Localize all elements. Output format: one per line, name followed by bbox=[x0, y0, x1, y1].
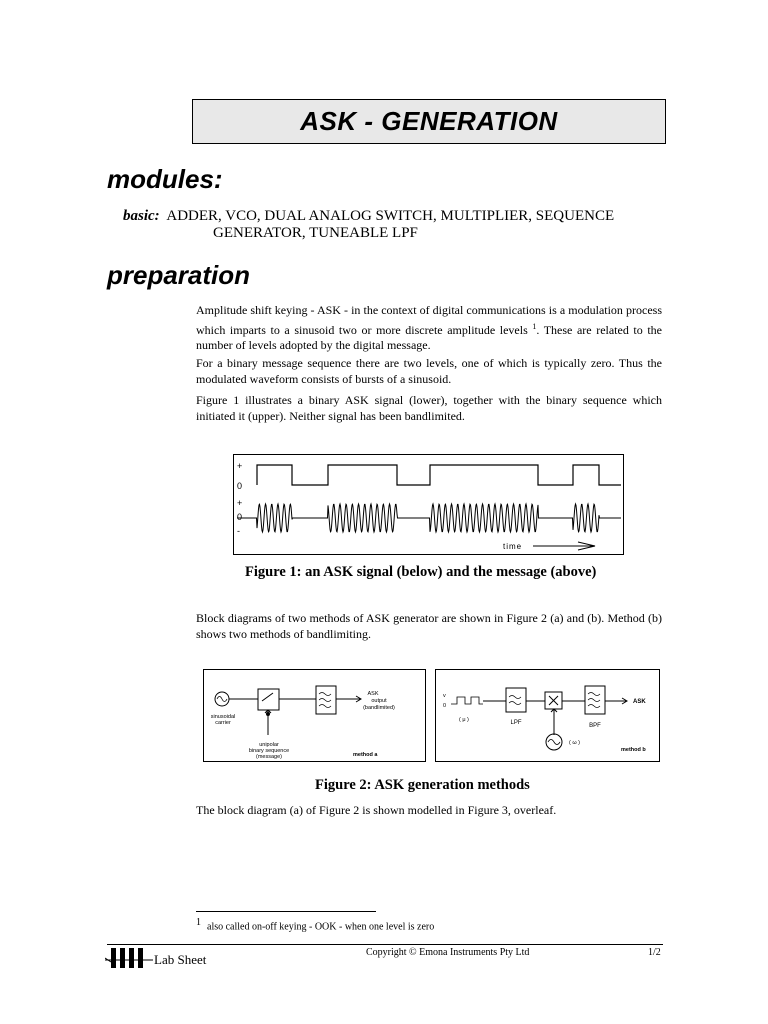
lab-sheet-label: Lab Sheet bbox=[154, 952, 207, 967]
footnote bbox=[196, 917, 434, 932]
footnote-number: 1 bbox=[196, 917, 201, 928]
paragraph-4: Block diagrams of two methods of ASK generator are shown in Figure 2 (a) and (b). Method (b) shows two methods of bandlimiting. bbox=[196, 611, 662, 641]
basic-modules-list-2: GENERATOR, TUNEABLE LPF bbox=[213, 225, 418, 241]
carrier-label-2: carrier bbox=[215, 720, 231, 726]
preparation-heading: preparation bbox=[107, 260, 251, 290]
ask-output-label-2: output bbox=[371, 698, 387, 704]
lpf-icon bbox=[506, 688, 526, 712]
bpf-label: BPF bbox=[589, 723, 601, 729]
omega-label: ( ω ) bbox=[569, 740, 581, 746]
figure-1-waveforms bbox=[233, 454, 625, 556]
basic-modules-list-1: ADDER, VCO, DUAL ANALOG SWITCH, MULTIPLIER, SEQUENCE bbox=[166, 208, 615, 224]
method-b-label: method b bbox=[621, 747, 646, 753]
modules-heading: modules: bbox=[107, 164, 223, 194]
mu-label: ( μ ) bbox=[459, 717, 469, 723]
footnote-rule bbox=[196, 911, 376, 912]
message-waveform bbox=[257, 465, 621, 485]
method-b-message-pulse bbox=[451, 697, 483, 704]
message-label-1: unipolar bbox=[259, 742, 279, 748]
method-a-label: method a bbox=[353, 752, 378, 758]
method-b-zero-label: 0 bbox=[443, 703, 447, 709]
time-label: time bbox=[503, 542, 523, 551]
page-title: ASK - GENERATION bbox=[300, 106, 558, 136]
ask-output-label-3: (bandlimited) bbox=[363, 705, 395, 711]
copyright-text: Copyright © Emona Instruments Pty Ltd bbox=[366, 947, 530, 958]
basic-modules-line bbox=[123, 207, 614, 225]
method-b-v-label: v bbox=[443, 693, 446, 699]
paragraph-1 bbox=[196, 303, 662, 354]
message-label-3: (message) bbox=[256, 754, 282, 760]
footnote-text: also called on-off keying - OOK - when one level is zero bbox=[207, 921, 435, 933]
label-zero-bottom: 0 bbox=[237, 512, 243, 522]
footnote-ref: 1 bbox=[532, 321, 537, 331]
message-label-2: binary sequence bbox=[248, 748, 290, 754]
label-plus-top: + bbox=[237, 461, 243, 471]
paragraph-2: For a binary message sequence there are two levels, one of which is typically zero. Thus the modulated waveform consists of bursts of a sinusoid. bbox=[196, 356, 662, 386]
ask-output-label-1: ASK bbox=[367, 691, 379, 697]
figure-2-caption: Figure 2: ASK generation methods bbox=[315, 777, 530, 793]
basic-label: basic: bbox=[123, 208, 160, 224]
paragraph-1-text-a: Amplitude shift keying - ASK - in the context of digital communications is a modulation process which imparts to a sinusoid two or more discrete amplitude levels bbox=[196, 303, 662, 337]
paragraph-1-text-b: . These are related to the number of levels adopted by the digital message. bbox=[196, 322, 662, 352]
footer-rule bbox=[107, 944, 663, 945]
label-minus-bottom: - bbox=[237, 526, 240, 536]
figure-2-block-diagrams bbox=[203, 669, 661, 763]
ask-waveform bbox=[237, 504, 621, 532]
lpf-label: LPF bbox=[510, 720, 522, 726]
page-number: 1/2 bbox=[648, 947, 661, 958]
method-a-frame bbox=[204, 670, 426, 762]
emona-logo-icon bbox=[105, 946, 153, 970]
method-b-ask-label: ASK bbox=[633, 699, 646, 705]
title-box bbox=[192, 99, 666, 144]
paragraph-3: Figure 1 illustrates a binary ASK signal (lower), together with the binary sequence which initiated it (upper). Neither signal has been bandlimited. bbox=[196, 393, 662, 423]
label-plus-bottom: + bbox=[237, 498, 243, 508]
carrier-label-1: sinusoidal bbox=[210, 714, 236, 720]
label-zero-top: 0 bbox=[237, 481, 243, 491]
figure-1-caption: Figure 1: an ASK signal (below) and the message (above) bbox=[245, 564, 597, 580]
analog-switch-icon bbox=[258, 689, 279, 710]
paragraph-5: The block diagram (a) of Figure 2 is shown modelled in Figure 3, overleaf. bbox=[196, 803, 557, 817]
